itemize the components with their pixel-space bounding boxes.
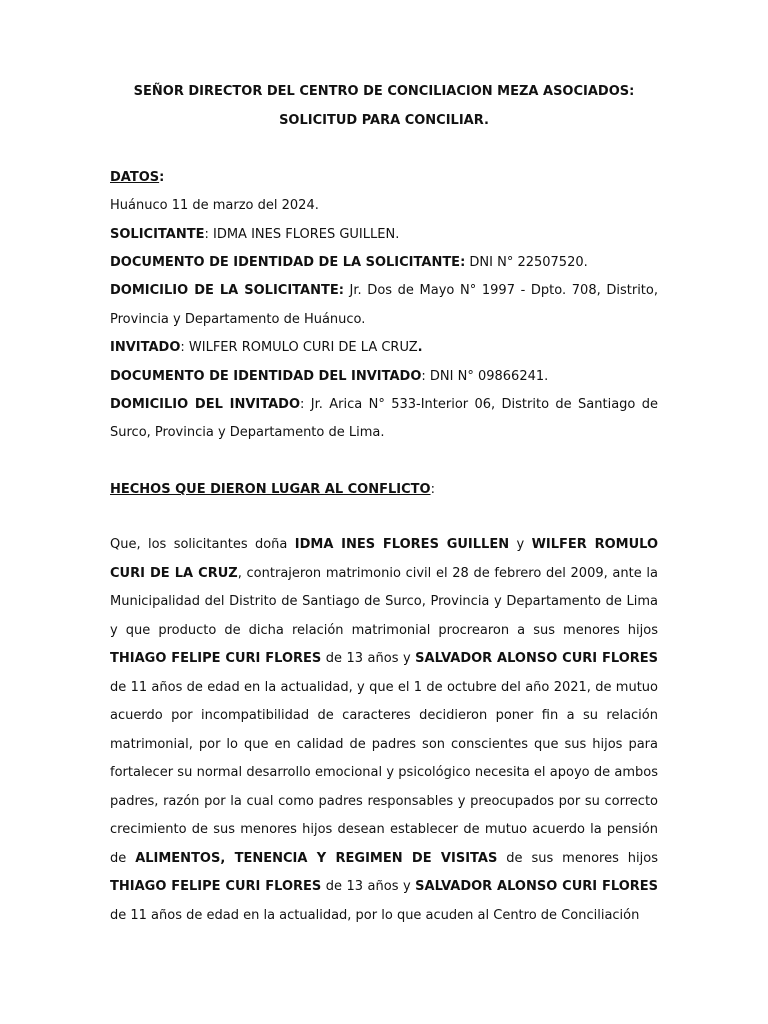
hechos-heading-line bbox=[110, 481, 658, 499]
para-text: de 13 años y bbox=[321, 651, 416, 666]
datos-heading: DATOS bbox=[110, 170, 160, 185]
child-name-2: SALVADOR ALONSO CURI FLORES bbox=[415, 879, 658, 894]
doc-invitado-label: DOCUMENTO DE IDENTIDAD DEL INVITADO bbox=[110, 369, 422, 384]
dom-solicitante-value-1: Jr. Dos de Mayo N° 1997 - Dpto. 708, Distrito, bbox=[343, 283, 658, 298]
hechos-heading-colon: : bbox=[430, 482, 435, 497]
invitado-name: WILFER ROMULO CURI DE LA CRUZ bbox=[110, 537, 659, 581]
hechos-paragraph bbox=[110, 531, 658, 930]
solicitante-line bbox=[110, 226, 658, 244]
document-title: SEÑOR DIRECTOR DEL CENTRO DE CONCILIACION MEZA ASOCIADOS: bbox=[133, 84, 635, 99]
hechos-heading: HECHOS QUE DIERON LUGAR AL CONFLICTO bbox=[110, 482, 431, 497]
datos-heading-line bbox=[110, 169, 658, 187]
document-subtitle: SOLICITUD PARA CONCILIAR. bbox=[279, 113, 489, 128]
para-text: de 11 años de edad en la actualidad, por lo que acuden al Centro de Conciliación bbox=[110, 907, 640, 923]
invitado-label: INVITADO bbox=[110, 340, 181, 355]
solicitante-name: IDMA INES FLORES GUILLEN bbox=[294, 537, 510, 552]
para-text: de 11 años de edad en la actualidad, y que el 1 de octubre del año 2021, de mutuo acuerdo por incompatibilidad de caracteres decidieron poner fin a su relación matrimonial, por lo que en calidad de padres son conscientes que sus hijos para fortalecer su normal desarrollo emocional y psicológico necesita el apoyo de ambos padres, razón por la cual como padres responsables y preocupados por su correcto crecimiento de sus menores hijos desean establecer de mutuo acuerdo la pensión de bbox=[110, 679, 658, 866]
date-line: Huánuco 11 de marzo del 2024. bbox=[110, 198, 319, 213]
child-name-2: SALVADOR ALONSO CURI FLORES bbox=[415, 651, 658, 666]
child-name-1: THIAGO FELIPE CURI FLORES bbox=[110, 879, 322, 894]
para-text: de sus menores hijos bbox=[497, 850, 658, 866]
para-text: , contrajeron matrimonio civil el 28 de febrero del 2009, ante la Municipalidad del Distrito de Santiago de Surco, Provincia y Departamento de Lima y que producto de dicha relación matrimonial procrearon a sus menores hijos bbox=[110, 565, 658, 638]
para-text: y bbox=[509, 537, 532, 552]
para-text: Que, los solicitantes doña bbox=[110, 537, 295, 552]
doc-solicitante-label: DOCUMENTO DE IDENTIDAD DE LA SOLICITANTE: bbox=[110, 255, 466, 270]
doc-invitado-value: : DNI N° 09866241. bbox=[421, 369, 549, 384]
dom-invitado-value-1: : Jr. Arica N° 533-Interior 06, Distrito de Santiago de bbox=[300, 397, 658, 412]
doc-invitado-line bbox=[110, 368, 658, 386]
dom-invitado-label: DOMICILIO DEL INVITADO bbox=[110, 397, 301, 412]
invitado-dot: . bbox=[417, 340, 423, 355]
dom-solicitante-line-1 bbox=[110, 282, 658, 300]
conciliation-subjects: ALIMENTOS, TENENCIA Y REGIMEN DE VISITAS bbox=[135, 850, 498, 866]
doc-solicitante-line bbox=[110, 254, 658, 272]
invitado-line bbox=[110, 339, 658, 357]
solicitante-value: : IDMA INES FLORES GUILLEN. bbox=[204, 227, 400, 242]
dom-invitado-line-2: Surco, Provincia y Departamento de Lima. bbox=[110, 425, 385, 440]
dom-invitado-line-1 bbox=[110, 396, 658, 414]
dom-solicitante-line-2: Provincia y Departamento de Huánuco. bbox=[110, 312, 366, 327]
datos-heading-colon: : bbox=[159, 170, 165, 185]
dom-solicitante-label: DOMICILIO DE LA SOLICITANTE: bbox=[110, 283, 344, 298]
para-text: de 13 años y bbox=[321, 879, 416, 894]
child-name-1: THIAGO FELIPE CURI FLORES bbox=[110, 651, 322, 666]
doc-solicitante-value: DNI N° 22507520. bbox=[465, 255, 588, 270]
invitado-value: : WILFER ROMULO CURI DE LA CRUZ bbox=[180, 340, 418, 355]
solicitante-label: SOLICITANTE bbox=[110, 227, 205, 242]
